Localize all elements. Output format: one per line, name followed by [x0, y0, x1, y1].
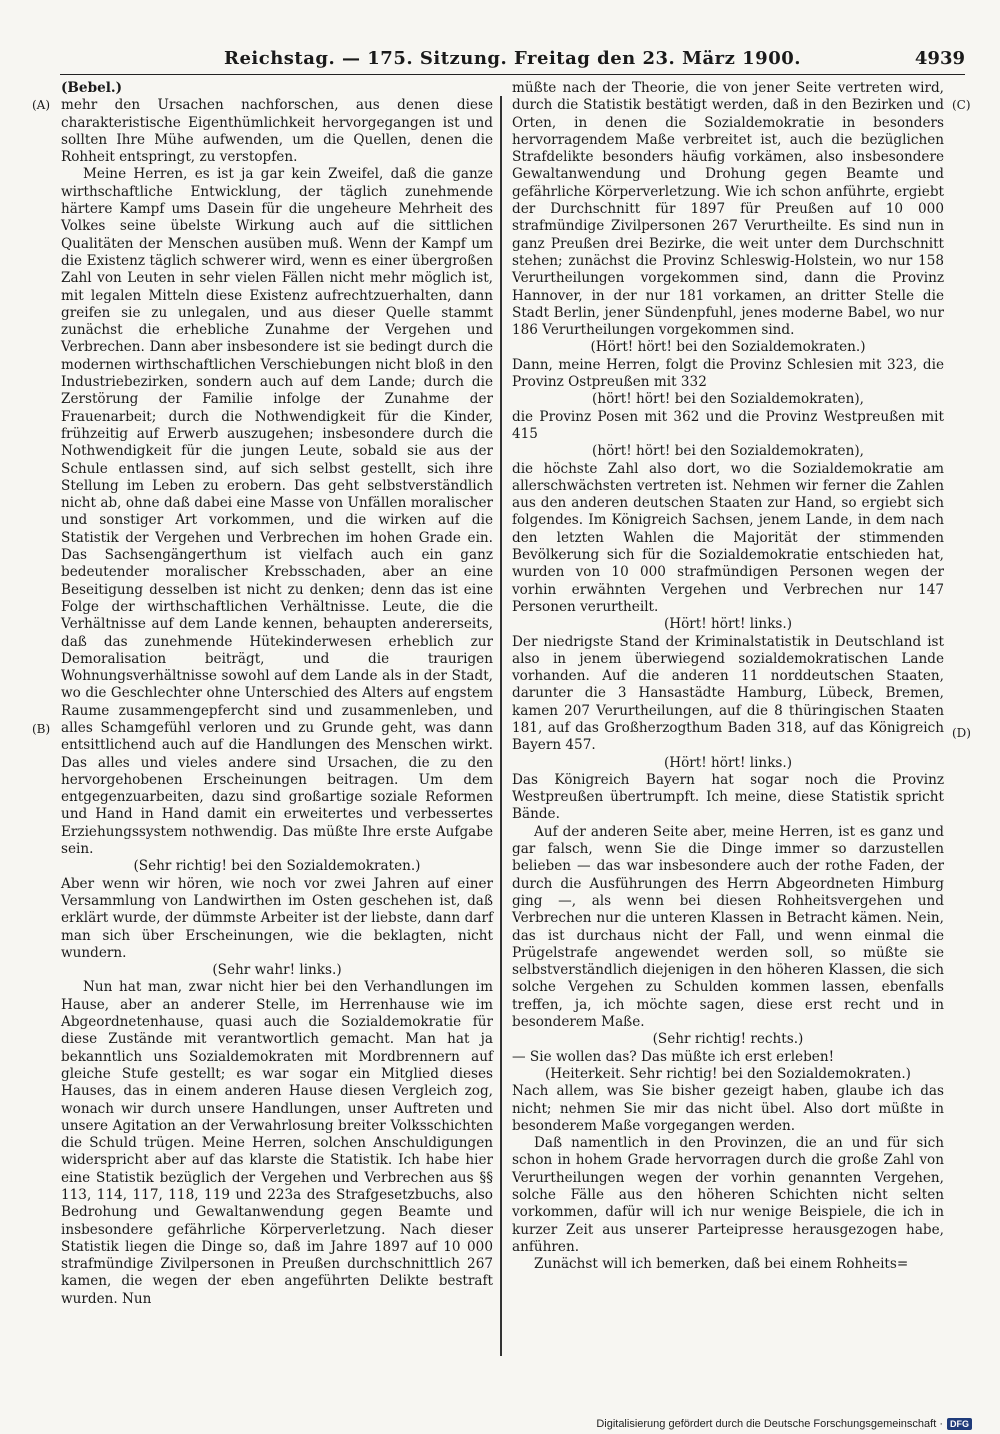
- left-column: [61, 80, 493, 1308]
- paragraph: — Sie wollen das? Das müßte ich erst erleben!: [512, 1048, 835, 1065]
- column-divider: [500, 96, 502, 1356]
- paragraph: Zunächst will ich bemerken, daß bei einem Rohheits=: [534, 1256, 909, 1273]
- interjection: (hört! hört! bei den Sozialdemokraten),: [592, 391, 864, 408]
- paragraph: die höchste Zahl also dort, wo die Sozialdemokratie am allerschwächsten vertreten ist. Nehmen wir ferner die Zahlen aus den anderen deutschen Staaten zur Hand, so ergiebt sich folgendes. Im Königreich Sachsen, jenem Lande, in dem nach den letzten Wahlen die Majorität der stimmenden Bevölkerung sich für die Sozialdemokratie entschieden hat, wurden von 10 000 strafmündigen Personen wegen der vorhin erwähnten Vergehen und Verbrechen nur 147 Personen verurtheilt.: [512, 460, 944, 615]
- dfg-logo-icon: DFG: [947, 1418, 972, 1430]
- interjection: (Sehr wahr! links.): [212, 962, 342, 979]
- interjection: (Sehr richtig! bei den Sozialdemokraten.): [133, 858, 421, 875]
- paragraph: müßte nach der Theorie, die von jener Seite vertreten wird, durch die Statistik bestätigt werden, daß in den Bezirken und Orten, in denen die Sozialdemokratie in besonders hervorragendem Maße verbreitet ist, auch die bezüglichen Strafdelikte besonders häufig vorkämen, also insbesondere Gewaltanwendung und Drohung gegen Beamte und gefährliche Körperverletzung. Wie ich schon anführte, ergiebt der Durchschnitt für 1897 für Preußen auf 10 000 strafmündige Zivilpersonen 267 Verurtheilte. Es sind nun in ganz Preußen drei Bezirke, die weit unter dem Durchschnitt stehen; zunächst die Provinz Schleswig-Holstein, wo nur 158 Verurtheilungen vorgekommen sind, dann die Provinz Hannover, in der nur 181 vorkamen, an dritter Stelle die Stadt Berlin, jener Sündenpfuhl, jenes moderne Babel, wo nur 186 Verurtheilungen vorgekommen sind.: [512, 80, 944, 339]
- page-number: 4939: [914, 48, 965, 69]
- interjection: (Heiterkeit. Sehr richtig! bei den Sozialdemokraten.): [545, 1065, 911, 1082]
- margin-marker-c: (C): [952, 98, 971, 112]
- footer-credit: [596, 1418, 972, 1430]
- paragraph: Auf der anderen Seite aber, meine Herren, ist es ganz und gar falsch, wenn Sie die Dinge immer so darzustellen belieben — das war insbesondere auch der rothe Faden, der durch die Ausführungen des Herrn Abgeordneten Himburg ging —, als wenn bei diesen Rohheitsvergehen und Verbrechen nur die unteren Klassen in Betracht kämen. Nein, das ist durchaus nicht der Fall, und wenn einmal die Prügelstrafe angewendet werden soll, so müßte sie selbstverständlich diejenigen in den höheren Klassen, die sich solche Vergehen zu Schulden kommen lassen, ebenfalls treffen, ja, ich möchte sagen, diese erst recht und in besonderem Maße.: [512, 823, 944, 1031]
- paragraph: Aber wenn wir hören, wie noch vor zwei Jahren auf einer Versammlung von Landwirthen im Osten geschehen ist, daß erklärt wurde, der dümmste Arbeiter ist der liebste, dann darf man sich über Erscheinungen, wie die beklagten, nicht wundern.: [61, 875, 493, 961]
- footer-text: Digitalisierung gefördert durch die Deutsche Forschungsgemeinschaft ·: [596, 1418, 943, 1430]
- interjection: (Sehr richtig! rechts.): [652, 1031, 804, 1048]
- margin-marker-b: (B): [32, 722, 51, 736]
- paragraph: Daß namentlich in den Provinzen, die an und für sich schon in hohem Grade hervorragen durch die große Zahl von Verurtheilungen wegen der vorhin genannten Vergehen, solche Fälle aus den höheren Schichten nicht selten vorkommen, dafür will ich nur wenige Beispiele, die ich in kurzer Zeit aus unserer Parteipresse herausgezogen habe, anführen.: [512, 1135, 944, 1255]
- paragraph: Nun hat man, zwar nicht hier bei den Verhandlungen im Hause, aber an anderer Stelle, im Herrenhause wie im Abgeordnetenhause, quasi auch die Sozialdemokratie für diese Zustände mit verantwortlich gemacht. Man hat ja bekanntlich uns Sozialdemokraten mit Mordbrennern auf gleiche Stufe gestellt; es war sogar ein Mitglied dieses Hauses, das in einem anderen Hause diesen Vergleich zog, wonach wir durch unsere Handlungen, unser Auftreten und unsere Agitation an der Verwahrlosung breiter Volksschichten die Schuld trügen. Meine Herren, solchen Anschuldigungen widerspricht aber auf das klarste die Statistik. Ich habe hier eine Statistik bezüglich der Vergehen und Verbrechen aus §§ 113, 114, 117, 118, 119 und 223a des Strafgesetzbuchs, also Bedrohung und Gewaltanwendung gegen Beamte und insbesondere gefährliche Körperverletzung. Nach dieser Statistik liegen die Dinge so, daß im Jahre 1897 auf 10 000 strafmündige Zivilpersonen in Preußen durchschnittlich 267 kamen, die wegen der eben angeführten Delikte bestraft wurden. Nun: [61, 979, 493, 1307]
- paragraph: Der niedrigste Stand der Kriminalstatistik in Deutschland ist also in jenem überwiegend sozialdemokratischen Lande vorhanden. Auf die anderen 11 norddeutschen Staaten, darunter die 3 Hansastädte Hamburg, Lübeck, Bremen, kamen 207 Verurtheilungen, auf die 8 thüringischen Staaten 181, auf das Großherzogthum Baden 318, auf das Königreich Bayern 457.: [512, 633, 944, 754]
- paragraph: Das Königreich Bayern hat sogar noch die Provinz Westpreußen übertrumpft. Ich meine, diese Statistik spricht Bände.: [512, 771, 944, 823]
- margin-marker-a: (A): [32, 98, 51, 112]
- paragraph: mehr den Ursachen nachforschen, aus denen diese charakteristische Eigenthümlichkeit hervorgegangen ist und sollten Ihre Mühe aufwenden, um die Quellen, denen die Rohheit entspringt, zu verstopfen.: [61, 97, 493, 166]
- interjection: (hört! hört! bei den Sozialdemokraten),: [592, 443, 864, 460]
- paragraph: Dann, meine Herren, folgt die Provinz Schlesien mit 323, die Provinz Ostpreußen mit 332: [512, 356, 944, 391]
- interjection: (Hört! hört! links.): [663, 754, 793, 771]
- header-title: Reichstag. — 175. Sitzung. Freitag den 23. März 1900.: [223, 48, 802, 69]
- paragraph: Nach allem, was Sie bisher gezeigt haben, glaube ich das nicht; nehmen Sie mir das nicht übel. Also dort müßte in besonderem Maße vorgegangen werden.: [512, 1083, 944, 1134]
- paragraph: die Provinz Posen mit 362 und die Provinz Westpreußen mit 415: [512, 408, 944, 442]
- interjection: (Hört! hört! links.): [663, 616, 793, 633]
- right-column: [512, 80, 944, 1273]
- margin-marker-d: (D): [952, 726, 971, 740]
- interjection: (Hört! hört! bei den Sozialdemokraten.): [590, 339, 866, 356]
- page-header: [60, 44, 965, 75]
- paragraph: Meine Herren, es ist ja gar kein Zweifel, daß die ganze wirthschaftliche Entwicklung, der täglich zunehmende härtere Kampf ums Dasein für die ungeheure Mehrheit des Volkes seine übelste Wirkung auch auf die sittlichen Qualitäten der Menschen ausüben muß. Wenn der Kampf um die Existenz täglich schwerer wird, wenn es einer übergroßen Zahl von Leuten in sehr vielen Fällen nicht mehr möglich ist, mit legalen Mitteln diese Existenz aufrechtzuerhalten, dann greifen sie zu unlegalen, und aus dieser Quelle stammt zunächst die erhebliche Zunahme der Vergehen und Verbrechen. Dann aber insbesondere ist sie bedingt durch die modernen wirthschaftlichen Verschiebungen nicht bloß in den Industriebezirken, sondern auch auf dem Lande; durch die Zerstörung der Familie infolge der Zunahme der Frauenarbeit; durch die Nothwendigkeit für die Kinder, frühzeitig auf Erwerb auszugehen; insbesondere durch die Nothwendigkeit für die jungen Leute, sobald sie aus der Schule entlassen sind, auf sich selbst gestellt, sich ihre Stellung im Leben zu erobern. Das geht selbstverständlich nicht ab, ohne daß dabei eine Masse von Unfällen moralischer und sonstiger Art vorkommen, und die wirken auf die Statistik der Vergehen und Verbrechen im hohen Grade ein. Das Sachsengängerthum ist vielfach auch ein ganz bedeutender moralischer Krebsschaden, aber an eine Beseitigung desselben ist nicht zu denken; denn das ist eine Folge der wirthschaftlichen Verhältnisse. Leute, die die Verhältnisse auf dem Lande kennen, behaupten andererseits, daß das zunehmende Hütekinderwesen erheblich zur Demoralisation beiträgt, und die traurigen Wohnungsverhältnisse sowohl auf dem Lande als in der Stadt, wo die Geschlechter ohne Unterschied des Alters auf engstem Raume zusammengepfercht sind und zusammenleben, und alles Schamgefühl verloren und zu Grunde geht, was dann entsittlichend auch auf die Handlungen des Menschen wirkt. Das alles und vieles andere sind Ursachen, die zu den hervorgehobenen Erscheinungen beitragen. Um dem entgegenzuarbeiten, dazu sind großartige soziale Reformen und Hand in Hand damit ein erweitertes und verbessertes Erziehungssystem nothwendig. Das müßte Ihre erste Aufgabe sein.: [61, 166, 493, 858]
- speaker-name: (Bebel.): [61, 80, 123, 96]
